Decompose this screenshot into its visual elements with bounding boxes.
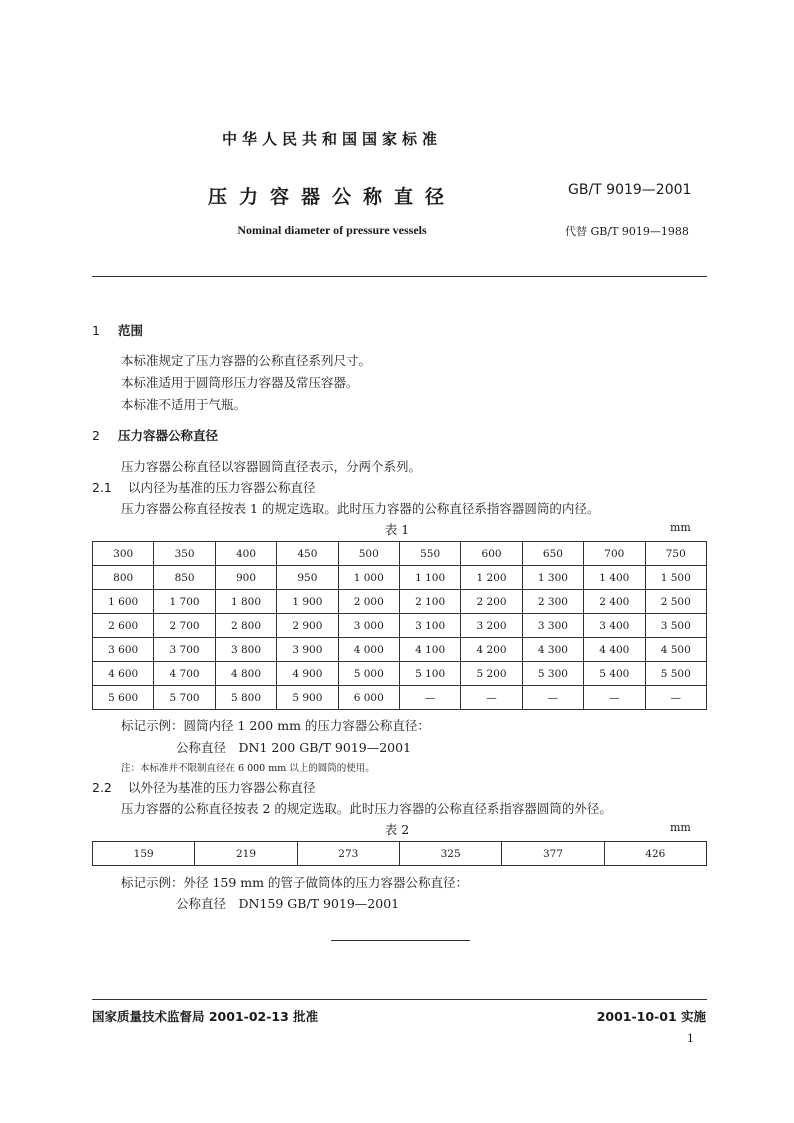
table-cell: 1 900 [277, 590, 338, 614]
table-cell: 159 [93, 842, 195, 866]
paragraph: 本标准规定了压力容器的公称直径系列尺寸。 [121, 353, 372, 368]
table-cell: 350 [154, 542, 215, 566]
paragraph: 本标准不适用于气瓶。 [121, 397, 247, 412]
table-cell: 5 800 [215, 686, 276, 710]
table-cell: 5 600 [93, 686, 154, 710]
replaces-note: 代替 GB/T 9019—1988 [565, 225, 689, 238]
table-cell: — [461, 686, 522, 710]
table-cell: — [584, 686, 645, 710]
table-cell: 900 [215, 566, 276, 590]
paragraph: 压力容器公称直径以容器圆筒直径表示，分两个系列。 [121, 459, 422, 474]
table-cell: 4 400 [584, 638, 645, 662]
table-cell: 1 400 [584, 566, 645, 590]
table-cell: 2 600 [93, 614, 154, 638]
table-cell: 4 100 [399, 638, 460, 662]
table-cell: 750 [645, 542, 706, 566]
page-number: 1 [687, 1032, 694, 1045]
table-cell: 1 800 [215, 590, 276, 614]
section-1-heading [92, 321, 143, 339]
table-cell: 3 900 [277, 638, 338, 662]
table-row [93, 614, 707, 638]
table-cell: 3 600 [93, 638, 154, 662]
table-cell: — [645, 686, 706, 710]
marking-example-label: 标记示例：圆筒内径 1 200 mm 的压力容器公称直径： [121, 718, 430, 733]
table-cell: 2 700 [154, 614, 215, 638]
table-1 [92, 541, 707, 710]
table-cell: 4 900 [277, 662, 338, 686]
standard-number: GB/T 9019—2001 [568, 182, 692, 198]
table-cell: 4 300 [522, 638, 583, 662]
table-2 [92, 841, 707, 866]
table-cell: 300 [93, 542, 154, 566]
table-cell: 2 300 [522, 590, 583, 614]
table-cell: 4 200 [461, 638, 522, 662]
table-cell: 1 000 [338, 566, 399, 590]
paragraph: 本标准适用于圆筒形压力容器及常压容器。 [121, 375, 359, 390]
marking-example-value: 公称直径 DN159 GB/T 9019—2001 [176, 896, 400, 911]
table-row [93, 638, 707, 662]
table-cell: 850 [154, 566, 215, 590]
table-cell: 2 500 [645, 590, 706, 614]
subsection-number: 2.1 [92, 480, 112, 495]
table-cell: 400 [215, 542, 276, 566]
english-title: Nominal diameter of pressure vessels [237, 223, 427, 237]
table-2-caption: 表 2 [384, 822, 410, 837]
effective-date: 2001-10-01 实施 [596, 1009, 706, 1024]
table-cell: 4 800 [215, 662, 276, 686]
end-divider [331, 940, 470, 941]
document-title: 压力容器公称直径 [207, 186, 456, 208]
section-title: 压力容器公称直径 [118, 428, 219, 443]
paragraph: 压力容器公称直径按表 1 的规定选取。此时压力容器的公称直径系指容器圆筒的内径。 [121, 501, 600, 516]
table-cell: 3 000 [338, 614, 399, 638]
subsection-title: 以内径为基准的压力容器公称直径 [128, 480, 316, 495]
table-cell: 5 100 [399, 662, 460, 686]
table-row [93, 842, 707, 866]
subsection-2-1-heading [92, 478, 316, 496]
table-cell: 650 [522, 542, 583, 566]
section-number: 2 [92, 428, 100, 443]
table-cell: 219 [195, 842, 297, 866]
table-row [93, 686, 707, 710]
table-cell: 550 [399, 542, 460, 566]
table-cell: 5 500 [645, 662, 706, 686]
table-note: 注：本标准并不限制直径在 6 000 mm 以上的圆筒的使用。 [121, 763, 375, 774]
table-cell: 1 100 [399, 566, 460, 590]
table-cell: 500 [338, 542, 399, 566]
table-cell: 3 700 [154, 638, 215, 662]
table-row [93, 590, 707, 614]
table-cell: 426 [604, 842, 706, 866]
table-cell: 3 400 [584, 614, 645, 638]
table-cell: 4 000 [338, 638, 399, 662]
section-title: 范围 [118, 323, 144, 338]
subsection-2-2-heading [92, 778, 316, 796]
table-cell: 1 500 [645, 566, 706, 590]
table-2-unit: mm [670, 821, 691, 834]
table-cell: 2 800 [215, 614, 276, 638]
table-cell: 3 800 [215, 638, 276, 662]
table-row [93, 566, 707, 590]
table-cell: 700 [584, 542, 645, 566]
marking-example-label: 标记示例：外径 159 mm 的管子做筒体的压力容器公称直径： [121, 875, 468, 890]
table-cell: 5 900 [277, 686, 338, 710]
subsection-title: 以外径为基准的压力容器公称直径 [128, 780, 316, 795]
subsection-number: 2.2 [92, 780, 112, 795]
table-cell: 325 [399, 842, 501, 866]
table-cell: 3 500 [645, 614, 706, 638]
table-cell: 950 [277, 566, 338, 590]
table-cell: 5 200 [461, 662, 522, 686]
table-cell: 6 000 [338, 686, 399, 710]
table-cell: 1 200 [461, 566, 522, 590]
standard-type: 中华人民共和国国家标准 [221, 130, 442, 148]
table-cell: 4 700 [154, 662, 215, 686]
section-number: 1 [92, 323, 100, 338]
table-cell: 273 [297, 842, 399, 866]
table-cell: 377 [502, 842, 604, 866]
table-cell: 5 300 [522, 662, 583, 686]
table-cell: 800 [93, 566, 154, 590]
table-cell: 1 600 [93, 590, 154, 614]
table-cell: 2 100 [399, 590, 460, 614]
table-cell: 1 300 [522, 566, 583, 590]
marking-example-value: 公称直径 DN1 200 GB/T 9019—2001 [176, 740, 412, 755]
table-cell: 1 700 [154, 590, 215, 614]
table-cell: 2 900 [277, 614, 338, 638]
table-cell: 2 000 [338, 590, 399, 614]
table-row [93, 662, 707, 686]
table-cell: 3 100 [399, 614, 460, 638]
table-cell: 2 400 [584, 590, 645, 614]
table-cell: 5 400 [584, 662, 645, 686]
header-divider [92, 276, 707, 277]
table-cell: 450 [277, 542, 338, 566]
footer-divider [92, 999, 707, 1000]
approval-info: 国家质量技术监督局 2001-02-13 批准 [92, 1009, 319, 1024]
table-1-caption: 表 1 [384, 522, 410, 537]
table-cell: 600 [461, 542, 522, 566]
table-cell: 3 300 [522, 614, 583, 638]
table-cell: 3 200 [461, 614, 522, 638]
table-cell: 5 000 [338, 662, 399, 686]
table-cell: 4 500 [645, 638, 706, 662]
table-cell: 4 600 [93, 662, 154, 686]
table-cell: 5 700 [154, 686, 215, 710]
table-cell: 2 200 [461, 590, 522, 614]
table-1-unit: mm [670, 521, 691, 534]
paragraph: 压力容器的公称直径按表 2 的规定选取。此时压力容器的公称直径系指容器圆筒的外径。 [121, 801, 612, 816]
table-row [93, 542, 707, 566]
table-cell: — [522, 686, 583, 710]
section-2-heading [92, 426, 218, 444]
table-cell: — [399, 686, 460, 710]
